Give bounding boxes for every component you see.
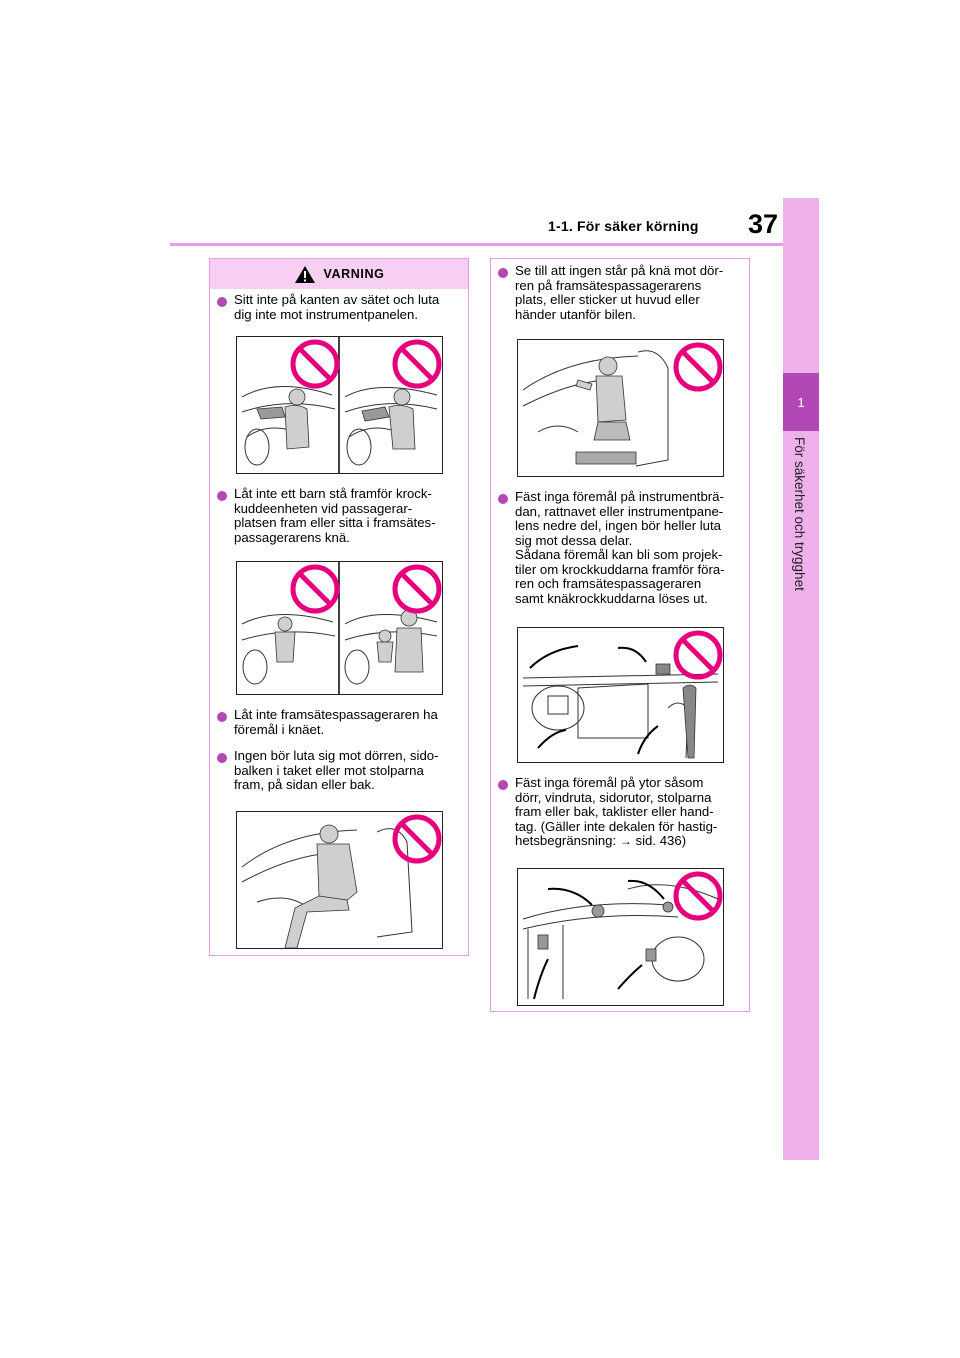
bullet-dot-icon xyxy=(498,494,508,504)
prohibition-icon xyxy=(395,342,439,386)
page-reference-link[interactable]: sid. 436) xyxy=(631,833,687,848)
bullet-dot-icon xyxy=(217,753,227,763)
list-item xyxy=(498,264,744,322)
list-item xyxy=(217,487,463,545)
page-number: 37 xyxy=(748,209,779,239)
chapter-side-tab xyxy=(783,198,819,1160)
illustration-lean-on-panel xyxy=(236,336,443,474)
chapter-label: För säkerhet och trygghet xyxy=(792,437,807,591)
bullet-text: Ingen bör luta sig mot dörren, sido- balken i taket eller mot stolparna fram, på sidan eller bak. xyxy=(234,748,439,792)
prohibition-icon xyxy=(395,817,439,861)
bullet-dot-icon xyxy=(217,491,227,501)
list-item xyxy=(498,776,744,849)
section-title: 1-1. För säker körning xyxy=(548,218,699,234)
warning-triangle-icon xyxy=(294,265,316,284)
list-item xyxy=(217,749,463,793)
bullet-line: fram eller bak, taklister eller hand- xyxy=(515,804,714,819)
prohibition-icon xyxy=(676,633,720,677)
bullet-dot-icon xyxy=(217,297,227,307)
prohibition-icon xyxy=(676,345,720,389)
bullet-text: Fäst inga föremål på instrumentbrä- dan, rattnavet eller instrumentpane- lens nedre del, ingen bör heller luta sig mot dessa delar. Sådana föremål kan bli som projek- tiler om krockkuddarna framför föra- ren och framsätespassageraren samt knäkrockkuddarna löses ut. xyxy=(515,489,725,606)
illustration-objects-on-dashboard xyxy=(517,627,724,763)
illustration-lean-on-door xyxy=(236,811,443,949)
prohibition-icon xyxy=(676,874,720,918)
prohibition-icon xyxy=(293,567,337,611)
illustration-objects-on-windows xyxy=(517,868,724,1006)
bullet-text: Sitt inte på kanten av sätet och luta dig inte mot instrumentpanelen. xyxy=(234,292,440,322)
bullet-text: Låt inte ett barn stå framför krock- kuddeenheten vid passagerar- platsen fram eller sitta i framsätes- passagerarens knä. xyxy=(234,486,436,545)
bullet-text xyxy=(515,776,717,849)
list-item xyxy=(217,293,463,322)
illustration-child-front-seat xyxy=(236,561,443,695)
arrow-right-icon: → xyxy=(619,834,632,848)
illustration-kneel-at-door xyxy=(517,339,724,477)
prohibition-icon xyxy=(293,342,337,386)
prohibition-icon xyxy=(395,567,439,611)
bullet-dot-icon xyxy=(217,712,227,722)
list-item xyxy=(498,490,744,606)
warning-box-left xyxy=(209,258,469,956)
warning-header xyxy=(210,259,468,289)
bullet-text: Se till att ingen står på knä mot dör- ren på framsätespassagerarens plats, eller sticker ut huvud eller händer utanför bilen. xyxy=(515,263,724,322)
bullet-dot-icon xyxy=(498,268,508,278)
warning-box-right xyxy=(490,258,750,1012)
bullet-line: tag. (Gäller inte dekalen för hastig- xyxy=(515,818,718,834)
bullet-dot-icon xyxy=(498,780,508,790)
bullet-line: dörr, vindruta, sidorutor, stolparna xyxy=(515,789,712,805)
chapter-number: 1 xyxy=(783,373,819,431)
bullet-line: hetsbegränsning: xyxy=(515,833,620,848)
header-rule xyxy=(170,243,783,246)
list-item xyxy=(217,708,463,737)
bullet-line: Fäst inga föremål på ytor såsom xyxy=(515,775,704,790)
bullet-text: Låt inte framsätespassageraren ha föremål i knäet. xyxy=(234,707,438,737)
warning-label: VARNING xyxy=(323,267,385,281)
